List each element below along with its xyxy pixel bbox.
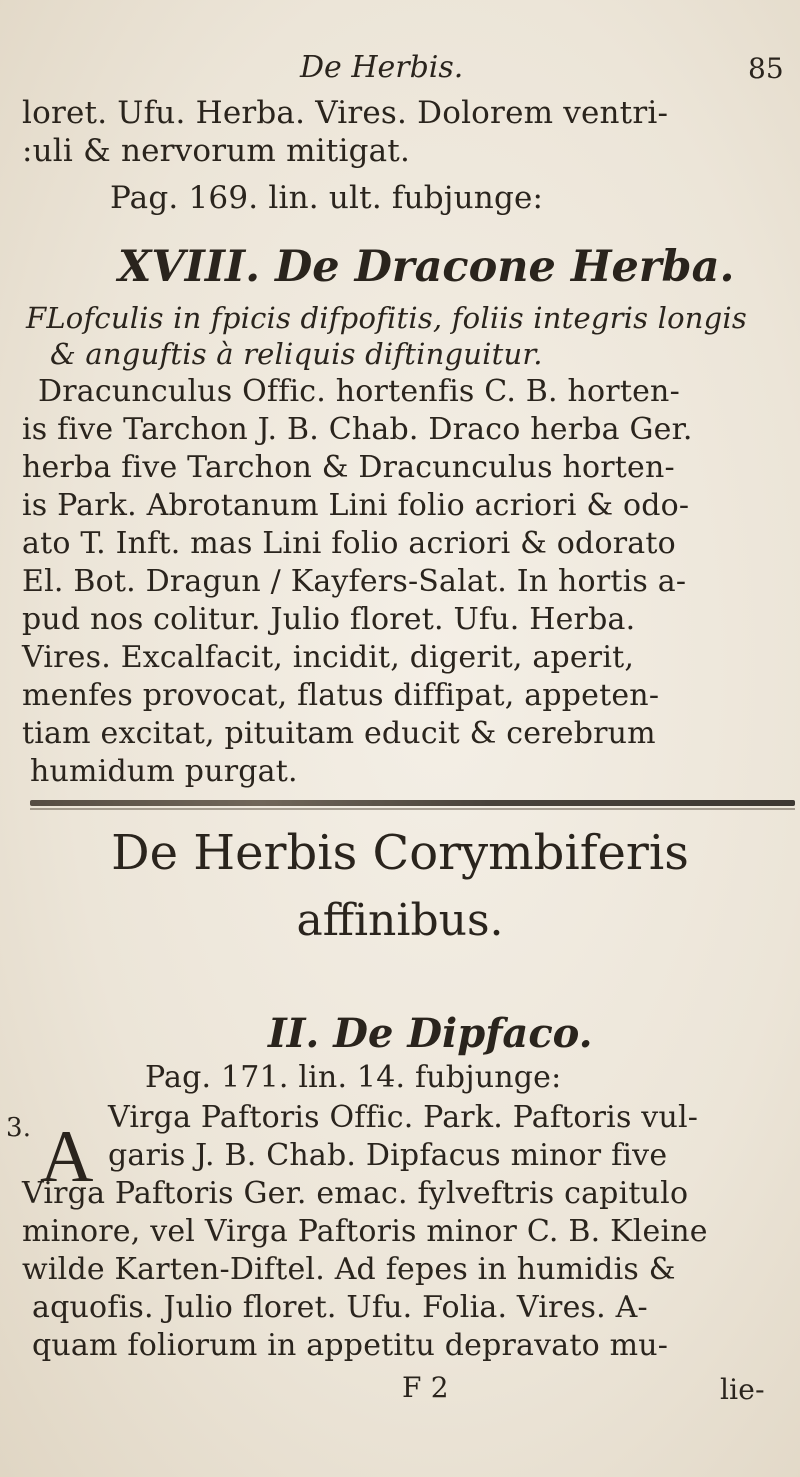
text-line: Dracunculus Offic. hortenfis C. B. horten- bbox=[38, 374, 680, 409]
item-number: 3. bbox=[6, 1113, 32, 1143]
text-line: tiam excitat, pituitam educit & cerebrum bbox=[22, 716, 656, 751]
text-line: & anguftis à reliquis diftinguitur. bbox=[50, 337, 543, 371]
text-line: herba five Tarchon & Dracunculus horten- bbox=[22, 450, 675, 485]
text-line: Virga Paftoris Ger. emac. fylveftris capitulo bbox=[22, 1176, 689, 1211]
text-line: wilde Karten-Diftel. Ad fepes in humidis & bbox=[22, 1252, 676, 1287]
text-line: FLofculis in fpicis difpofitis, foliis integris longis bbox=[26, 301, 747, 335]
text-line: loret. Ufu. Herba. Vires. Dolorem ventri- bbox=[22, 95, 669, 131]
subsection-title: II. De Dipfaco. bbox=[268, 1010, 593, 1057]
text-line: Pag. 171. lin. 14. fubjunge: bbox=[145, 1060, 562, 1095]
divider-rule-thin bbox=[30, 808, 795, 810]
section-subtitle: affinibus. bbox=[296, 895, 504, 946]
text-line: Pag. 169. lin. ult. fubjunge: bbox=[110, 180, 544, 216]
text-line: is Park. Abrotanum Lini folio acriori & odo- bbox=[22, 488, 690, 523]
text-line: humidum purgat. bbox=[30, 754, 298, 789]
section-title: De Herbis Corymbiferis bbox=[111, 825, 689, 881]
section-title-xviii: XVIII. De Dracone Herba. bbox=[118, 242, 735, 292]
text-line: Vires. Excalfacit, incidit, digerit, aperit, bbox=[22, 640, 635, 675]
text-line: pud nos colitur. Julio floret. Ufu. Herba. bbox=[22, 602, 636, 637]
text-line: garis J. B. Chab. Dipfacus minor five bbox=[108, 1138, 668, 1173]
text-line: Virga Paftoris Offic. Park. Paftoris vul- bbox=[108, 1100, 699, 1135]
signature-mark: F 2 bbox=[402, 1371, 449, 1404]
text-line: minore, vel Virga Paftoris minor C. B. Kleine bbox=[22, 1214, 708, 1249]
text-line: menfes provocat, flatus diffipat, appeten- bbox=[22, 678, 660, 713]
text-line: is five Tarchon J. B. Chab. Draco herba Ger. bbox=[22, 412, 693, 447]
page-number: 85 bbox=[748, 52, 784, 85]
text-line: :uli & nervorum mitigat. bbox=[22, 133, 411, 169]
divider-rule bbox=[30, 800, 795, 806]
catchword: lie- bbox=[720, 1373, 765, 1406]
text-line: ato T. Inft. mas Lini folio acriori & odorato bbox=[22, 526, 676, 561]
text-line: quam foliorum in appetitu depravato mu- bbox=[32, 1328, 669, 1363]
text-line: aquofis. Julio floret. Ufu. Folia. Vires. A- bbox=[32, 1290, 648, 1325]
running-title: De Herbis. bbox=[300, 50, 464, 85]
drop-cap: A bbox=[40, 1116, 94, 1198]
text-line: El. Bot. Dragun / Kayfers-Salat. In hortis a- bbox=[22, 564, 687, 599]
